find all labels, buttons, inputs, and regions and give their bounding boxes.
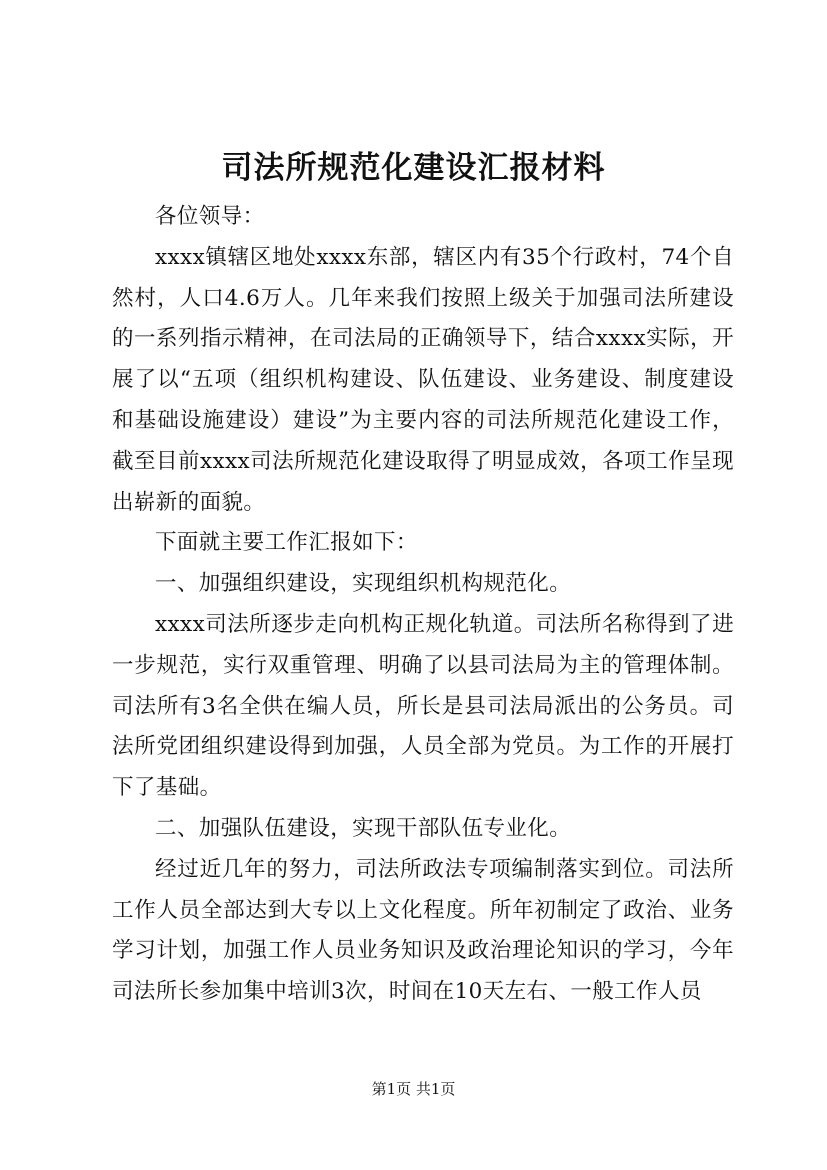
paragraph-section-1: xxxx司法所逐步走向机构正规化轨道。司法所名称得到了进一步规范，实行双重管理、明确了以县司法局为主的管理体制。司法所有3名全供在编人员，所长是县司法局派出的公务员。司法所党团组织建设得到加强，人员全部为党员。为工作的开展打下了基础。 <box>112 611 734 801</box>
section-heading-1: 一、加强组织建设，实现组织机构规范化。 <box>155 571 572 597</box>
page-footer: 第1页 共1页 <box>371 1080 456 1098</box>
paragraph-intro: 下面就主要工作汇报如下： <box>155 530 418 556</box>
paragraph-salutation: 各位领导： <box>155 204 265 229</box>
document-title: 司法所规范化建设汇报材料 <box>221 150 606 186</box>
section-heading-2: 二、加强队伍建设，实现干部队伍专业化。 <box>155 815 572 841</box>
document-body <box>112 197 734 1013</box>
paragraph-overview: xxxx镇辖区地处xxxx东部，辖区内有35个行政村，74个自然村，人口4.6万人。几年来我们按照上级关于加强司法所建设的一系列指示精神，在司法局的正确领导下，结合xxxx实际，开展了以“五项（组织机构建设、队伍建设、业务建设、制度建设和基础设施建设）建设”为主要内容的司法所规范化建设工作，截至目前xxxx司法所规范化建设取得了明显成效，各项工作呈现出崭新的面貌。 <box>112 244 734 515</box>
paragraph-section-2: 经过近几年的努力，司法所政法专项编制落实到位。司法所工作人员全部达到大专以上文化程度。所年初制定了政治、业务学习计划，加强工作人员业务知识及政治理论知识的学习，今年司法所长参加集中培训3次，时间在10天左右、一般工作人员 <box>112 856 734 1005</box>
